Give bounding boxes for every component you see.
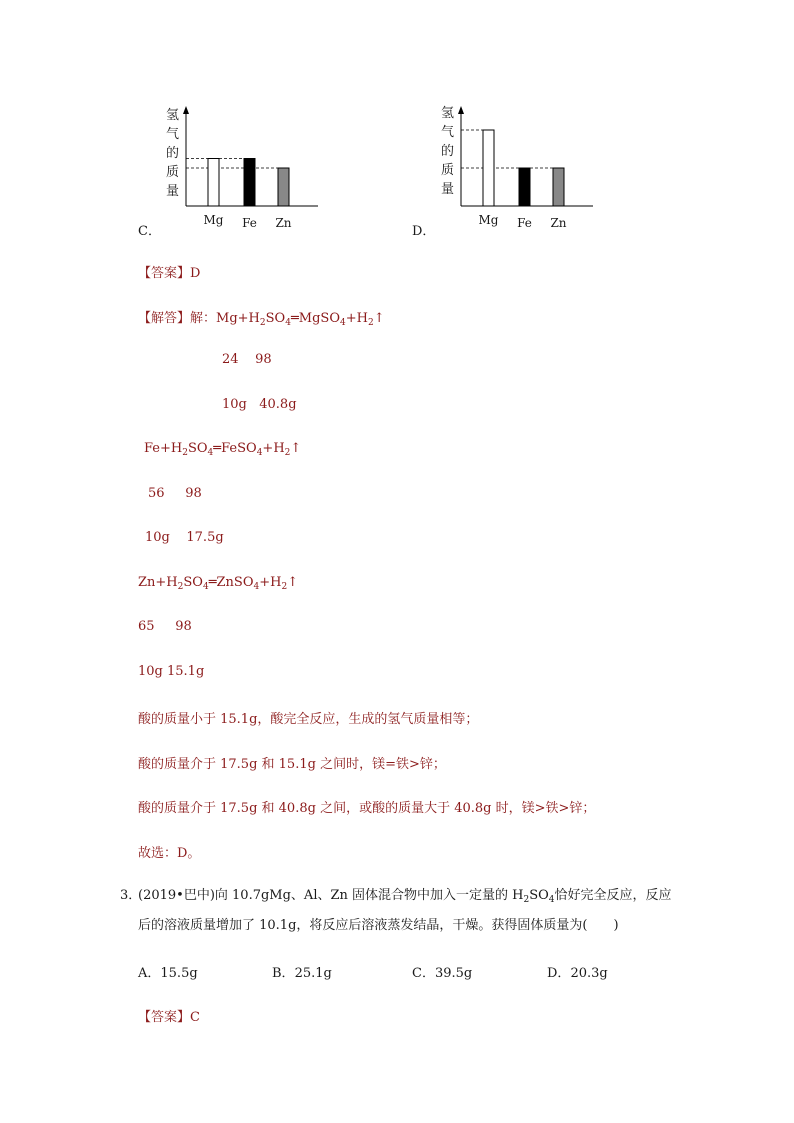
question-3-line-2: 后的溶液质量增加了 10.1g，将反应后溶液蒸发结晶，干燥。获得固体质量为( ) [138, 918, 619, 933]
bar-mg [208, 159, 219, 207]
solution-conclusion-3: 酸的质量介于 17.5g 和 40.8g 之间，或酸的质量大于 40.8g 时，镁>铁>锌； [138, 801, 596, 816]
solution-fe-ratio: 56 98 [148, 486, 202, 501]
x-tick-label-mg: Mg [203, 213, 224, 227]
solution-zn-mass: 10g 15.1g [138, 664, 205, 679]
bar-fe [244, 159, 255, 207]
chart-d-plot [445, 100, 605, 235]
solution-fe-equation: $Fe+H_2SO_4═FeSO_4+H_2↑$ [144, 441, 302, 458]
option-d[interactable]: D．20.3g [547, 966, 608, 981]
answer-value: C [190, 1010, 200, 1025]
x-tick-label-zn: Zn [275, 216, 292, 230]
chart-c-option-label: C． [138, 224, 161, 239]
chart-c-ylabel: 氢 气 的 质 量 [166, 108, 180, 199]
answer-label: 【答案】 [138, 1010, 191, 1025]
option-a[interactable]: A．15.5g [138, 966, 198, 981]
option-c[interactable]: C．39.5g [412, 966, 473, 981]
bar-zn [553, 168, 564, 206]
bar-mg [483, 130, 494, 206]
answer-value: D [190, 266, 201, 281]
solution-mg-mass: 10g 40.8g [222, 397, 297, 412]
solution-zn-equation: $Zn+H_2SO_4═ZnSO_4+H_2↑$ [138, 575, 299, 592]
solution-zn-ratio: 65 98 [138, 619, 192, 634]
solution-mg-ratio: 24 98 [222, 352, 272, 367]
solution-conclusion-2: 酸的质量介于 17.5g 和 15.1g 之间时，镁=铁>锌； [138, 757, 446, 772]
solution-mg-equation: 【解答】解：$Mg+H_2SO_4═MgSO_4+H_2↑$ [138, 311, 385, 328]
chart-c-plot [170, 100, 330, 235]
solution-label: 【解答】 [138, 311, 191, 326]
bar-zn [278, 168, 289, 206]
bar-fe [519, 168, 530, 206]
answer-3 [138, 1006, 200, 1025]
option-b[interactable]: B．25.1g [272, 966, 332, 981]
y-axis-arrow [183, 106, 189, 114]
chart-d-option-label: D． [412, 224, 436, 239]
chart-d-ylabel: 氢 气 的 质 量 [441, 106, 455, 197]
x-tick-label-zn: Zn [550, 216, 567, 230]
x-tick-label-mg: Mg [478, 213, 499, 227]
answer-1 [138, 262, 200, 281]
y-axis-arrow [458, 106, 464, 114]
x-tick-label-fe: Fe [242, 216, 257, 230]
solution-final: 故选：D。 [138, 846, 201, 861]
answer-label: 【答案】 [138, 266, 191, 281]
question-3-number: 3． [120, 888, 142, 903]
solution-fe-mass: 10g 17.5g [145, 530, 224, 545]
solution-conclusion-1: 酸的质量小于 15.1g，酸完全反应，生成的氢气质量相等； [138, 712, 479, 727]
question-3-line-1: (2019•巴中)向 10.7gMg、Al、Zn 固体混合物中加入一定量的 $H_2SO_4$恰好完全反应，反应 [138, 888, 672, 905]
x-tick-label-fe: Fe [517, 216, 532, 230]
